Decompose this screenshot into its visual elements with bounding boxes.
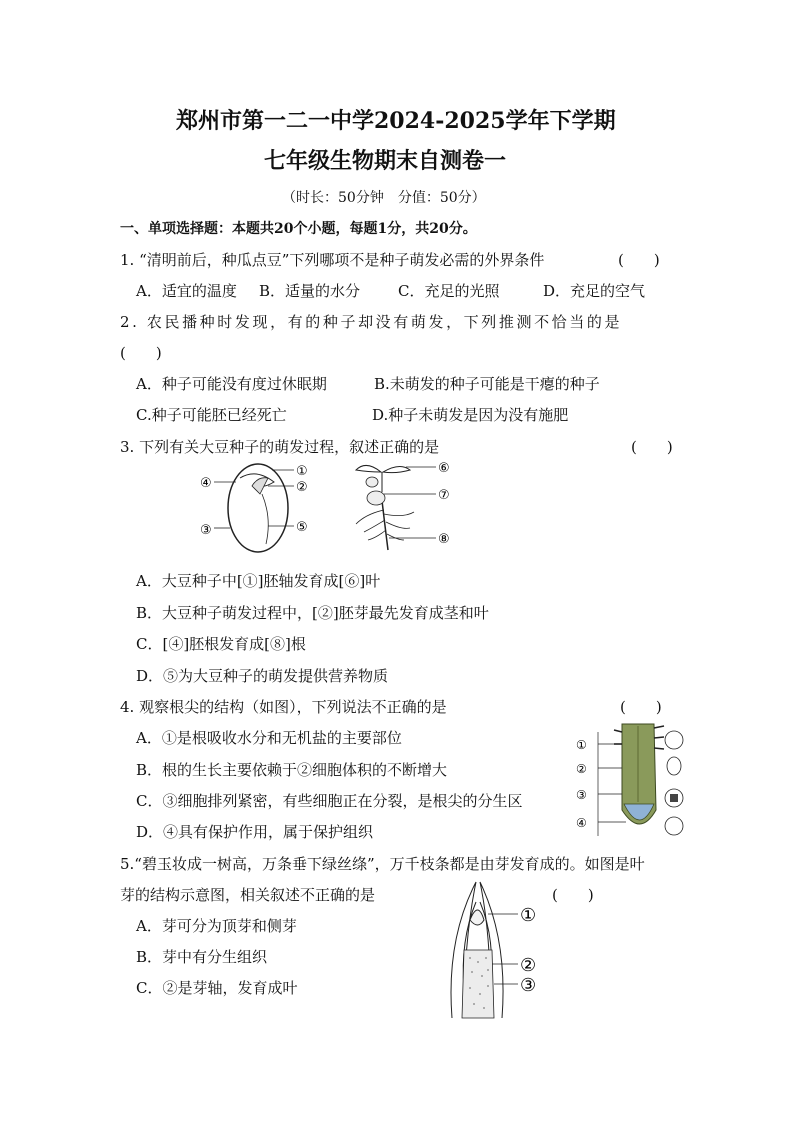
question-3-option-d: D．⑤为大豆种子的萌发提供营养物质 [136, 667, 389, 685]
question-1-option-b: B．适量的水分 [259, 282, 361, 300]
bud-label-3: ③ [520, 975, 537, 996]
seedling-label-8: ⑧ [438, 532, 450, 547]
question-5-option-c: C．②是芽轴，发育成叶 [136, 979, 298, 997]
question-4-option-c: C．③细胞排列紧密，有些细胞正在分裂，是根尖的分生区 [136, 792, 523, 810]
root-label-4: ④ [576, 816, 587, 830]
seedling-label-6: ⑥ [438, 461, 450, 476]
seed-label-1: ① [296, 464, 308, 479]
question-1-option-d: D．充足的空气 [543, 282, 646, 300]
question-3-answer-paren: ( ) [631, 438, 673, 456]
question-5-figure [434, 880, 546, 1022]
seed-label-2: ② [296, 480, 308, 495]
question-3-option-a: A．大豆种子中[①]胚轴发育成[⑥]叶 [136, 572, 381, 590]
question-3-figure [196, 458, 466, 558]
question-2-option-a: A．种子可能没有度过休眠期 [136, 375, 327, 393]
bean-seed-diagram [214, 464, 294, 552]
question-4-stem: 4. 观察根尖的结构（如图），下列说法不正确的是 [120, 698, 447, 716]
section-heading: 一、单项选择题：本题共20个小题，每题1分，共20分。 [120, 221, 477, 237]
seed-label-3: ③ [200, 523, 212, 538]
question-5-option-a: A．芽可分为顶芽和侧芽 [136, 917, 297, 935]
question-1-stem: 1. “清明前后，种瓜点豆”下列哪项不是种子萌发必需的外界条件 [120, 251, 545, 269]
question-2-option-b: B.未萌发的种子可能是干瘪的种子 [374, 375, 600, 393]
question-5-stem-line-2: 芽的结构示意图，相关叙述不正确的是 [120, 886, 376, 904]
question-5-answer-paren: ( ) [552, 886, 594, 904]
question-4-figure [574, 718, 692, 840]
question-3-option-c: C．[④]胚根发育成[⑧]根 [136, 635, 306, 653]
question-2-option-d: D.种子未萌发是因为没有施肥 [372, 406, 569, 424]
question-4-answer-paren: ( ) [620, 698, 662, 716]
question-1-option-a: A．适宜的温度 [136, 282, 237, 300]
leaf-bud-diagram [451, 882, 518, 1018]
seedling-label-7: ⑦ [438, 488, 450, 503]
bud-label-1: ① [520, 905, 537, 926]
question-3-stem: 3. 下列有关大豆种子的萌发过程，叙述正确的是 [120, 438, 440, 456]
subtitle: （时长：50分钟 分值：50分） [282, 190, 486, 206]
question-4-option-a: A．①是根吸收水分和无机盐的主要部位 [136, 729, 402, 747]
seed-label-5: ⑤ [296, 520, 308, 535]
root-label-3: ③ [576, 788, 587, 802]
title-line-1: 郑州市第一二一中学2024-2025学年下学期 [176, 108, 616, 134]
seed-label-4: ④ [200, 476, 212, 491]
question-2-option-c: C.种子可能胚已经死亡 [136, 406, 287, 424]
question-3-option-b: B．大豆种子萌发过程中，[②]胚芽最先发育成茎和叶 [136, 604, 489, 622]
question-4-option-d: D．④具有保护作用，属于保护组织 [136, 823, 374, 841]
root-label-2: ② [576, 762, 587, 776]
bean-seedling-diagram [356, 465, 436, 550]
root-label-1: ① [576, 738, 587, 752]
root-tip-diagram [598, 724, 683, 836]
bud-label-2: ② [520, 955, 537, 976]
question-1-answer-paren: ( ) [618, 251, 660, 269]
question-2-stem: 2. 农民播种时发现，有的种子却没有萌发，下列推测不恰当的是 [120, 313, 623, 331]
question-4-option-b: B．根的生长主要依赖于②细胞体积的不断增大 [136, 761, 448, 779]
question-5-option-b: B．芽中有分生组织 [136, 948, 268, 966]
question-5-stem-line-1: 5.“碧玉妆成一树高，万条垂下绿丝绦”，万千枝条都是由芽发育成的。如图是叶 [120, 855, 645, 873]
title-line-2: 七年级生物期末自测卷一 [264, 148, 507, 174]
question-1-option-c: C．充足的光照 [398, 282, 500, 300]
question-2-answer-paren: ( ) [120, 344, 162, 362]
